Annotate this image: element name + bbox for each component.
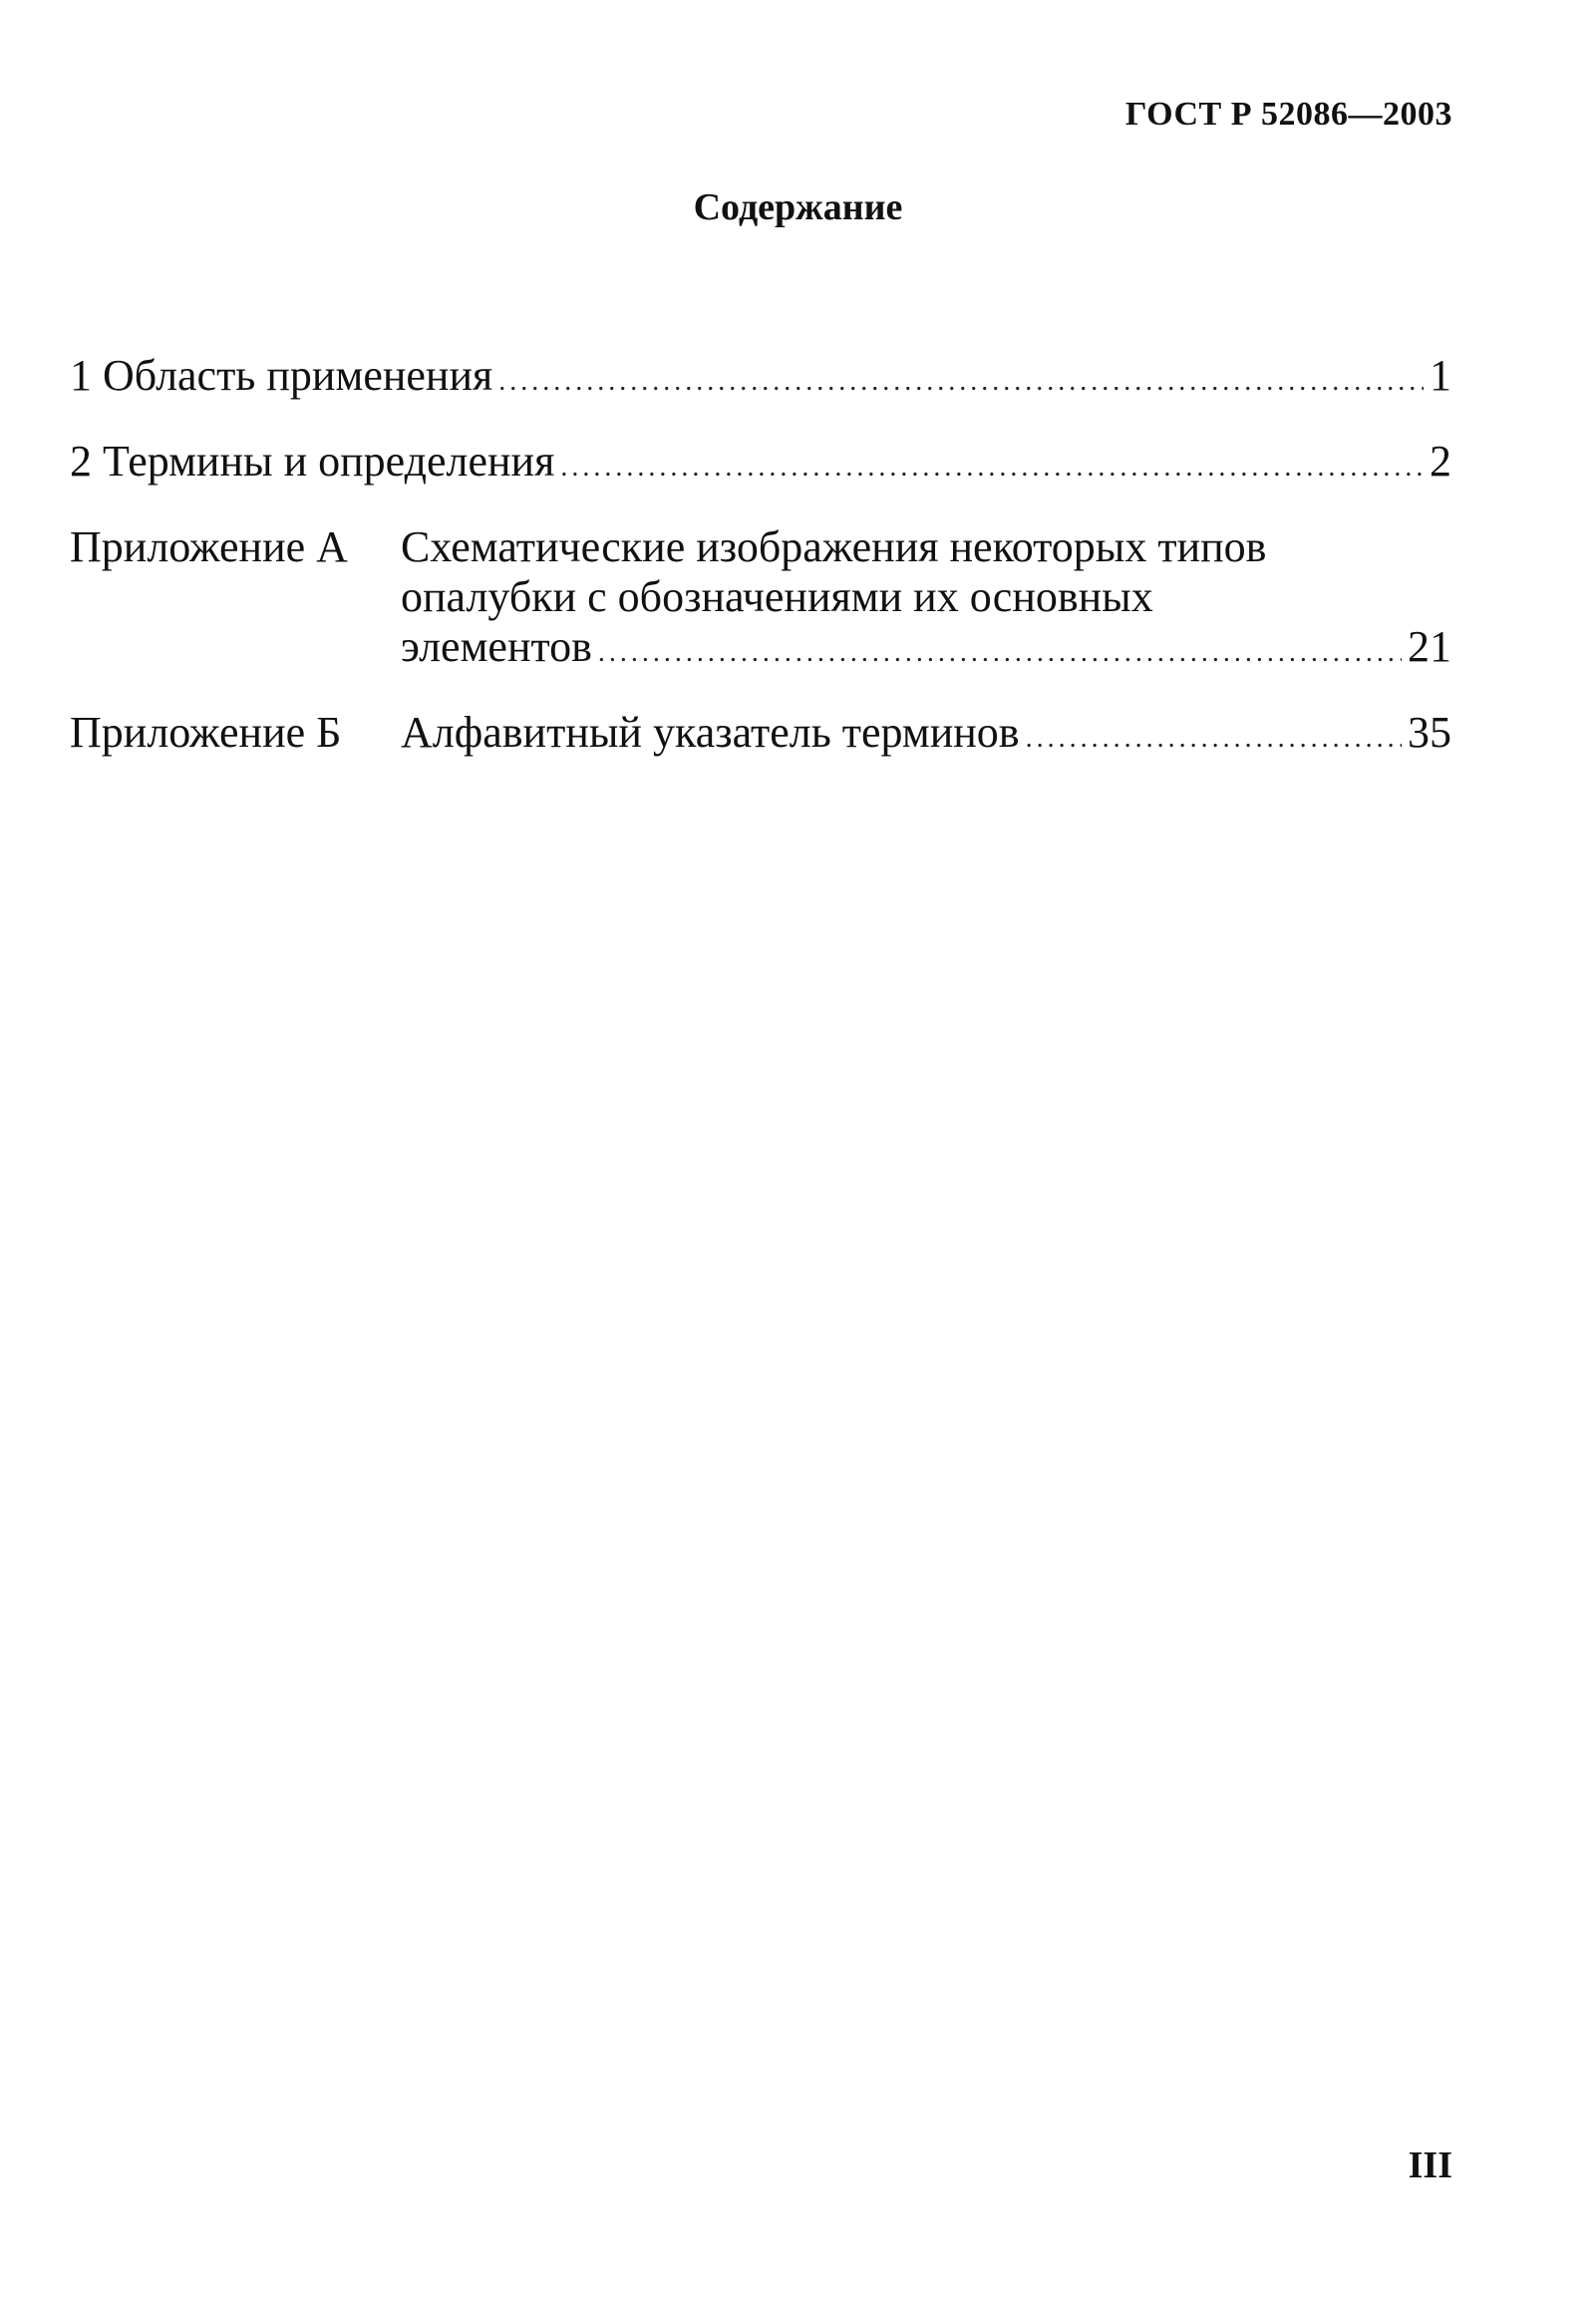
toc-entry-title-line: опалубки с обозначениями их основных [401,572,1153,621]
toc-entry-page: 1 [1430,351,1451,400]
toc-entry-title: 2 Термины и определения [70,437,555,486]
toc-entry [70,437,1451,493]
page-number: III [1408,2144,1452,2186]
toc-entry-body [401,708,1451,764]
toc-entry [70,522,1451,678]
appendix-label: Приложение Б [70,708,342,757]
toc-entry-body [401,522,1451,678]
dot-leader [560,443,1424,493]
toc-entry [70,708,1451,764]
toc-entry [70,351,1451,407]
toc-entry-page: 21 [1408,622,1451,671]
toc-entry-title: Алфавитный указатель терминов [401,708,1020,757]
dot-leader [598,628,1402,678]
toc-entry-line [401,622,1451,678]
appendix-label: Приложение А [70,522,348,571]
document-code: ГОСТ Р 52086—2003 [1124,96,1452,133]
toc-entry-page: 2 [1430,437,1451,486]
table-of-contents [70,351,1451,794]
toc-entry-page: 35 [1408,708,1451,757]
dot-leader [1026,714,1402,764]
page-title: Содержание [693,186,903,228]
toc-entry-title: 1 Область применения [70,351,493,400]
toc-entry-line [401,708,1451,764]
toc-entry-line [70,351,1451,407]
dot-leader [498,357,1424,407]
toc-entry-title-line: Схематические изображения некоторых типов [401,522,1267,571]
toc-entry-line [70,437,1451,493]
toc-entry-title-line: элементов [401,622,592,671]
